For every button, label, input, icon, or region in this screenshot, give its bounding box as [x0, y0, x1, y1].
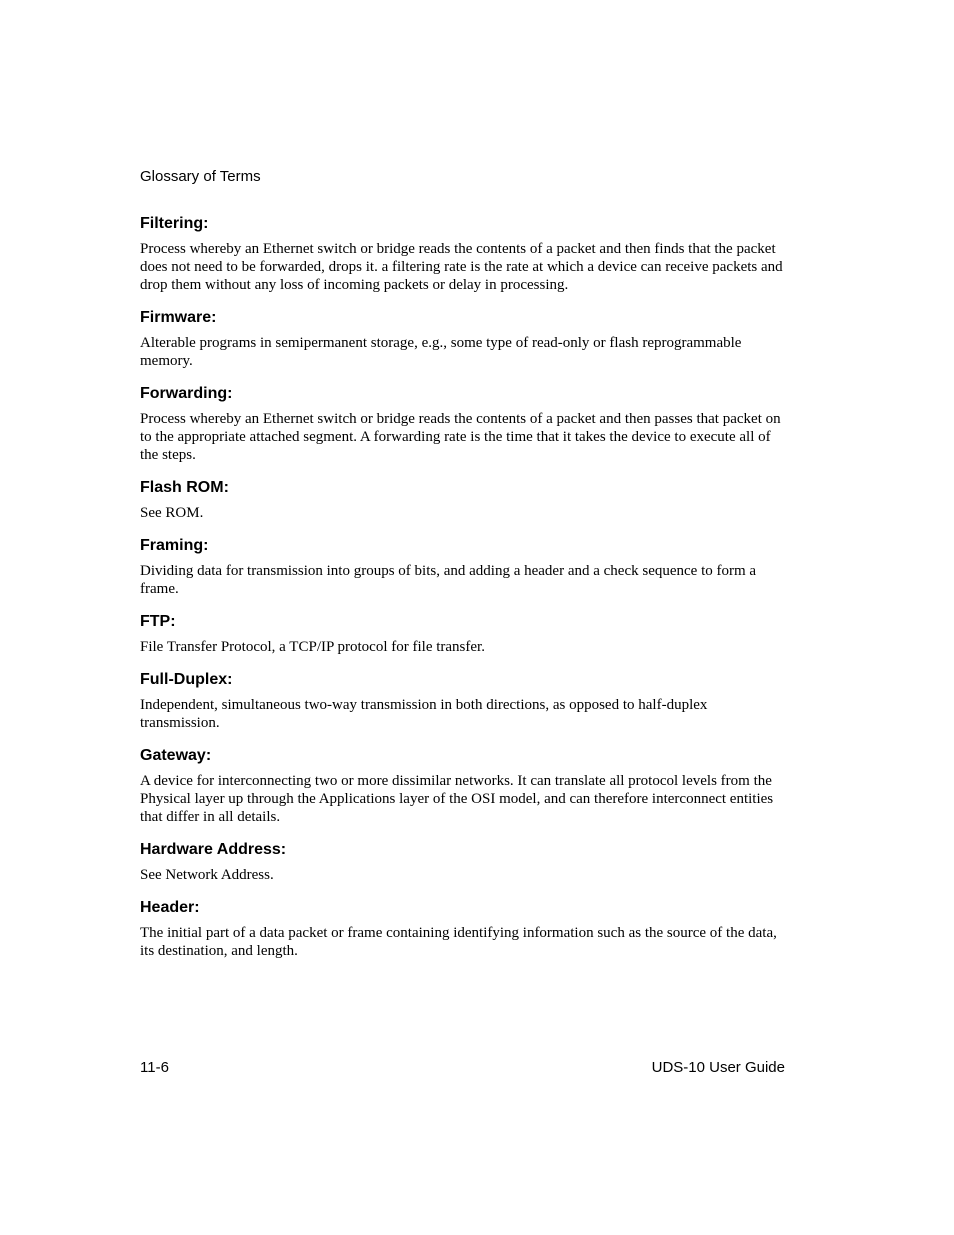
- glossary-term: Flash ROM:: [140, 479, 229, 496]
- glossary-definition: Alterable programs in semipermanent storage, e.g., some type of read-only or flash reprogrammable memory.: [140, 335, 742, 369]
- glossary-entry: [140, 670, 785, 732]
- glossary-term: Filtering:: [140, 215, 209, 232]
- glossary-entry: [140, 536, 785, 598]
- glossary-definition: File Transfer Protocol, a TCP/IP protocol for file transfer.: [140, 639, 485, 655]
- glossary-term: Header:: [140, 899, 200, 916]
- glossary-entries: [140, 214, 785, 974]
- page-number: 11-6: [140, 1059, 169, 1076]
- glossary-definition: Dividing data for transmission into groups of bits, and adding a header and a check sequence to form a frame.: [140, 563, 757, 597]
- glossary-term: Forwarding:: [140, 385, 233, 402]
- glossary-term: Full-Duplex:: [140, 671, 233, 688]
- document-title: UDS-10 User Guide: [651, 1059, 785, 1076]
- glossary-definition: See ROM.: [140, 505, 204, 521]
- glossary-entry: [140, 308, 785, 370]
- glossary-definition: A device for interconnecting two or more dissimilar networks. It can translate all protocol levels from the Physical layer up through the Applications layer of the OSI model, and can therefore interconnect entities that differ in all details.: [140, 773, 774, 825]
- glossary-entry: [140, 478, 785, 522]
- glossary-term: Gateway:: [140, 747, 212, 764]
- glossary-term: Firmware:: [140, 309, 217, 326]
- document-page: [140, 0, 785, 1235]
- glossary-definition: See Network Address.: [140, 867, 274, 883]
- glossary-entry: [140, 746, 785, 826]
- glossary-entry: [140, 214, 785, 294]
- glossary-entry: [140, 898, 785, 960]
- glossary-term: Framing:: [140, 537, 209, 554]
- glossary-definition: Independent, simultaneous two-way transmission in both directions, as opposed to half-duplex transmission.: [140, 697, 708, 731]
- glossary-entry: [140, 384, 785, 464]
- glossary-entry: [140, 840, 785, 884]
- glossary-definition: The initial part of a data packet or frame containing identifying information such as the source of the data, its destination, and length.: [140, 925, 777, 959]
- running-head: Glossary of Terms: [140, 168, 261, 185]
- glossary-definition: Process whereby an Ethernet switch or bridge reads the contents of a packet and then passes that packet on to the appropriate attached segment. A forwarding rate is the time that it takes the device to execute all of the steps.: [140, 411, 781, 463]
- glossary-entry: [140, 612, 785, 656]
- glossary-term: FTP:: [140, 613, 176, 630]
- glossary-term: Hardware Address:: [140, 841, 287, 858]
- glossary-definition: Process whereby an Ethernet switch or bridge reads the contents of a packet and then finds that the packet does not need to be forwarded, drops it. a filtering rate is the rate at which a device can receive packets and drop them without any loss of incoming packets or delay in processing.: [140, 241, 783, 293]
